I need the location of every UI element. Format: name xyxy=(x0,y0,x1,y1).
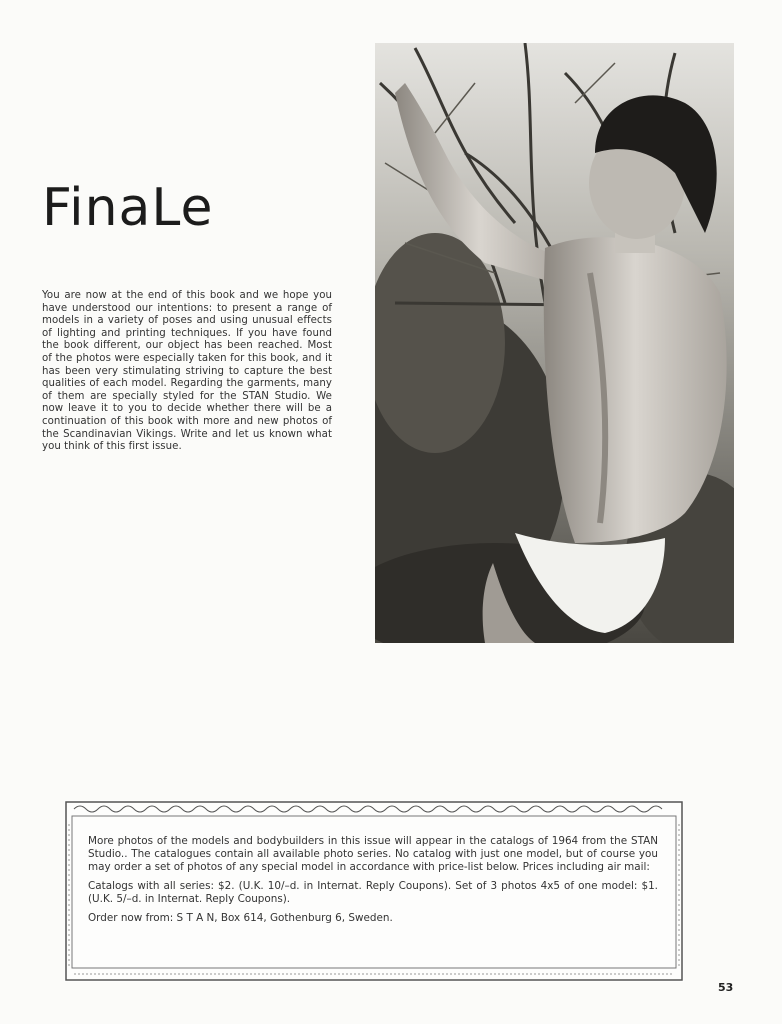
catalog-info-paragraph: More photos of the models and bodybuilders in this issue will appear in the catalogs of 1964 from the STAN Studio.. The catalogues contain all available photo series. No catalog with just one model, but of course you may order a set of photos of any special model in accordance with price-list below. Prices including air mail: xyxy=(88,835,658,873)
photo-illustration xyxy=(375,43,734,643)
page-title: FinaLe xyxy=(42,178,214,238)
notice-text xyxy=(88,835,658,931)
page-number: 53 xyxy=(718,981,734,994)
price-list-paragraph: Catalogs with all series: $2. (U.K. 10/–d. in Internat. Reply Coupons). Set of 3 photos 4x5 of one model: $1. (U.K. 5/–d. in Internat. Reply Coupons). xyxy=(88,880,658,905)
order-address-paragraph: Order now from: S T A N, Box 614, Gothenburg 6, Sweden. xyxy=(88,912,393,924)
order-notice-box xyxy=(64,800,684,982)
model-photo xyxy=(375,43,734,643)
intro-paragraph: You are now at the end of this book and we hope you have understood our intentions: to present a range of models in a variety of poses and using unusual effects of lighting and printing techniques. If you have found the book different, our object has been reached. Most of the photos were especially taken for this book, and it has been very stimulating striving to capture the best qualities of each model. Regarding the garments, many of them are specially styled for the STAN Studio. We now leave it to you to decide whether there will be a continuation of this book with more and new photos of the Scandinavian Vikings. Write and let us known what you think of this first issue. xyxy=(42,290,332,453)
